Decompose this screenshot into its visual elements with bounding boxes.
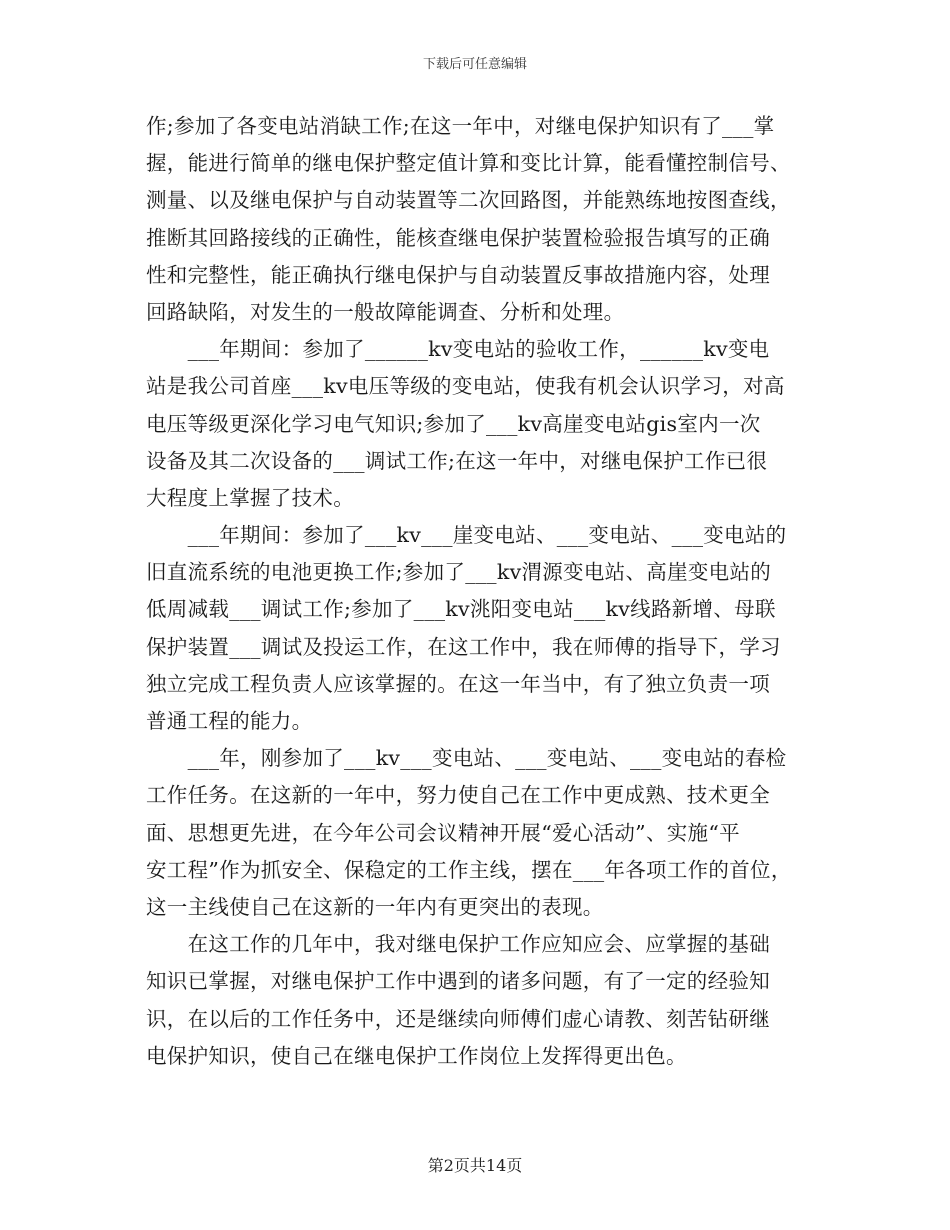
text-line: 识，在以后的工作任务中，还是继续向师傅们虚心请教、刻苦钻研继 (146, 1006, 770, 1031)
text-line: 保护装置___调试及投运工作，在这工作中，我在师傅的指导下，学习 (146, 634, 781, 659)
body-text (146, 108, 816, 1075)
text-line: 站是我公司首座___kv电压等级的变电站，使我有机会认识学习，对高 (146, 374, 785, 399)
text-line: 安工程”作为抓安全、保稳定的工作主线，摆在___年各项工作的首位， (146, 857, 792, 882)
text-line: ___年期间：参加了______kv变电站的验收工作，______kv变电 (146, 337, 770, 362)
text-line: 握，能进行简单的继电保护整定值计算和变比计算，能看懂控制信号、 (146, 151, 791, 176)
text-line: 电保护知识，使自己在继电保护工作岗位上发挥得更出色。 (146, 1043, 687, 1068)
text-line: 普通工程的能力。 (146, 709, 313, 733)
text-line: 设备及其二次设备的___调试工作;在这一年中，对继电保护工作已很 (146, 448, 768, 473)
page-header: 下载后可任意编辑 (422, 57, 527, 72)
text-line: ___年，刚参加了___kv___变电站、___变电站、___变电站的春检 (146, 746, 787, 771)
text-line: 性和完整性，能正确执行继电保护与自动装置反事故措施内容，处理 (146, 262, 770, 287)
text-line: 推断其回路接线的正确性，能核查继电保护装置检验报告填写的正确 (146, 225, 770, 250)
text-line: 这一主线使自己在这新的一年内有更突出的表现。 (146, 894, 604, 919)
text-line: 旧直流系统的电池更换工作;参加了___kv渭源变电站、高崖变电站的 (146, 560, 772, 585)
text-line: 回路缺陷，对发生的一般故障能调查、分析和处理。 (146, 299, 625, 324)
text-line: 知识已掌握，对继电保护工作中遇到的诸多问题，有了一定的经验知 (146, 969, 770, 994)
text-line: 在这工作的几年中，我对继电保护工作应知应会、应掌握的基础 (146, 932, 770, 957)
text-line: 工作任务。在这新的一年中，努力使自己在工作中更成熟、技术更全 (146, 783, 770, 808)
text-line: 电压等级更深化学习电气知识;参加了___kv高崖变电站gis室内一次 (146, 411, 761, 436)
text-line: 作;参加了各变电站消缺工作;在这一年中，对继电保护知识有了___掌 (146, 114, 775, 138)
text-line: 面、思想更先进，在今年公司会议精神开展“爱心活动”、实施“平 (146, 820, 740, 845)
text-line: ___年期间：参加了___kv___崖变电站、___变电站、___变电站的 (146, 523, 787, 548)
page-footer: 第2页共14页 (427, 1156, 523, 1175)
text-line: 测量、以及继电保护与自动装置等二次回路图，并能熟练地按图查线， (146, 188, 791, 213)
text-line: 大程度上掌握了技术。 (146, 485, 354, 510)
text-line: 独立完成工程负责人应该掌握的。在这一年当中，有了独立负责一项 (146, 671, 770, 696)
text-line: 低周减载___调试工作;参加了___kv洮阳变电站___kv线路新增、母联 (146, 597, 776, 622)
